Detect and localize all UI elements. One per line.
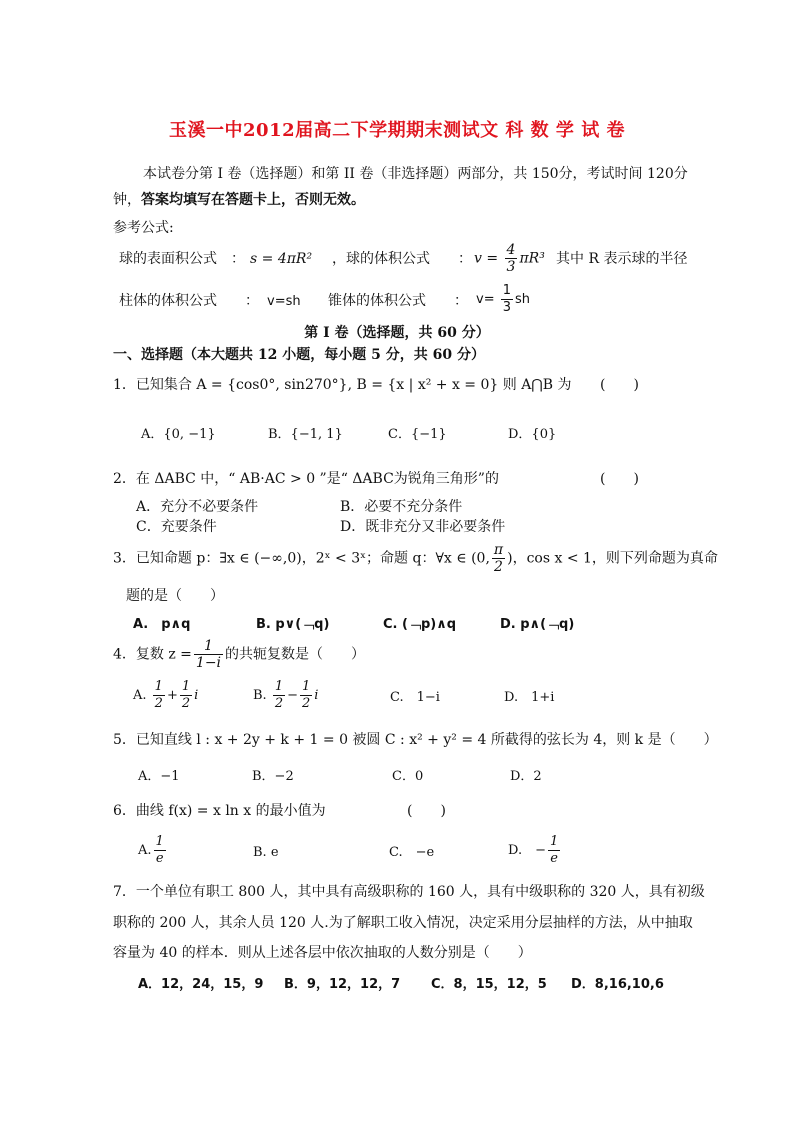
q2-option-d: D．既非充分又非必要条件 — [340, 519, 506, 535]
frac-den: 3 — [502, 300, 512, 315]
q1-option-a: A．{0, −1} — [141, 427, 216, 442]
q6-d-fraction — [548, 834, 560, 867]
q4-a-frac-1 — [153, 679, 165, 712]
q6-option-d — [508, 834, 562, 867]
frac-num: π — [493, 542, 504, 558]
frac-num: 1 — [302, 679, 311, 694]
q4-b-frac-1 — [273, 679, 285, 712]
q4-option-a-label: A. — [133, 688, 147, 703]
q7-option-d: D．8,16,10,6 — [571, 977, 664, 992]
cone-fraction — [501, 283, 513, 316]
cone-formula — [476, 283, 530, 316]
q6-a-fraction — [154, 834, 166, 867]
q5-option-b: B．−2 — [252, 769, 294, 784]
q3-stem — [113, 542, 718, 575]
frac-den: 2 — [494, 559, 503, 575]
intro-line-2 — [113, 190, 365, 210]
q7-option-c: C．8，15，12，5 — [431, 977, 547, 992]
formulas-header: 参考公式: — [113, 220, 174, 236]
frac-den: 2 — [154, 696, 163, 711]
prism-formula: v=sh — [267, 294, 301, 309]
q7-line-3: 容量为 40 的样本．则从上述各层中依次抽取的人数分别是（ ） — [113, 945, 532, 961]
intro-line-2-bold: 答案均填写在答题卡上，否则无效。 — [141, 192, 365, 208]
q4-stem-b: 的共轭复数是（ ） — [225, 646, 366, 663]
intro-line-2-normal: 钟， — [113, 192, 141, 208]
frac-num: 1 — [154, 679, 163, 694]
q3-option-c: C. (﹁p)∧q — [383, 617, 457, 632]
q4-a-op: + — [166, 688, 178, 703]
frac-num: 1 — [274, 679, 284, 694]
sphere-surface-label: 球的表面积公式 ： — [119, 251, 245, 267]
q4-option-d: D. 1+i — [504, 690, 555, 705]
section-title: 第 I 卷（选择题，共 60 分） — [304, 325, 490, 341]
q2-answer-paren: ( ) — [600, 471, 639, 487]
frac-num: 1 — [181, 679, 191, 694]
q4-b-op: − — [287, 688, 299, 703]
intro-line-1: 本试卷分第 I 卷（选择题）和第 II 卷（非选择题）两部分，共 150分，考试时间 120分 — [143, 166, 688, 182]
prism-label: 柱体的体积公式 ： — [119, 293, 259, 309]
frac-den: 2 — [274, 696, 284, 711]
q2-stem: 2．在 ΔABC 中，“ AB·AC > 0 ”是“ ΔABC为锐角三角形”的 — [113, 471, 499, 487]
frac-num: 1 — [155, 834, 164, 849]
q3-option-a: A. p∧q — [133, 617, 191, 632]
q4-a-i: i — [194, 688, 199, 703]
frac-num: 1 — [194, 638, 223, 655]
q7-option-a: A．12，24，15，9 — [138, 977, 264, 992]
q4-b-i: i — [314, 688, 319, 703]
sphere-volume-label: ，球的体积公式 ： — [332, 251, 472, 267]
q1-answer-paren: ( ) — [600, 377, 639, 393]
q3-fraction — [492, 542, 505, 575]
q3-stem-cont: 题的是（ ） — [126, 588, 224, 604]
frac-den: 3 — [506, 259, 516, 275]
q7-line-1: 7．一个单位有职工 800 人，其中具有高级职称的 160 人，具有中级职称的 320 人，具有初级 — [113, 884, 705, 900]
q3-option-d: D. p∧(﹁q) — [500, 617, 575, 632]
cone-label: 锥体的体积公式 ： — [328, 293, 468, 309]
q4-a-frac-2 — [180, 679, 192, 712]
page-title: 玉溪一中2012届高二下学期期末测试文 科 数 学 试 卷 — [169, 120, 625, 141]
q3-option-b: B. p∨(﹁q) — [256, 617, 330, 632]
q5-stem: 5．已知直线 l : x + 2y + k + 1 = 0 被圆 C : x² + y² = 4 所截得的弦长为 4，则 k 是（ ） — [113, 732, 718, 748]
cone-rhs: sh — [515, 292, 531, 307]
q2-option-c: C．充要条件 — [136, 519, 217, 535]
q7-line-2: 职称的 200 人，其余人员 120 人.为了解职工收入情况，决定采用分层抽样的方法，从中抽取 — [113, 915, 693, 931]
sphere-volume-fraction — [505, 242, 518, 275]
q3-stem-a: 3．已知命题 p：∃x ∈ (−∞,0)，2ˣ < 3ˣ；命题 q：∀x ∈ (0, — [113, 550, 490, 567]
q2-option-b: B．必要不充分条件 — [340, 499, 463, 515]
frac-den: 2 — [302, 696, 311, 711]
sphere-volume-formula — [474, 242, 545, 275]
sphere-surface-formula: s = 4πR² — [250, 251, 313, 267]
q7-option-b: B．9，12，12，7 — [284, 977, 401, 992]
q4-stem-a: 4．复数 z = — [113, 646, 192, 663]
q6-option-b: B. e — [253, 845, 279, 860]
sphere-volume-rhs: πR³ — [519, 250, 545, 267]
frac-num: 1 — [550, 834, 559, 849]
q4-fraction — [194, 638, 223, 671]
cone-lhs: v= — [476, 292, 495, 307]
q6-option-d-label: D. − — [508, 843, 546, 858]
q4-stem — [113, 638, 365, 671]
q4-option-b — [253, 679, 318, 712]
q6-option-a — [138, 834, 168, 867]
frac-num: 1 — [502, 283, 512, 298]
q4-b-frac-2 — [300, 679, 312, 712]
sphere-volume-lhs: v = — [474, 250, 499, 267]
q3-stem-b: )，cos x < 1，则下列命题为真命 — [507, 550, 718, 567]
q1-option-b: B．{−1, 1} — [268, 427, 343, 442]
q6-answer-paren: ( ) — [407, 803, 446, 819]
frac-num: 4 — [506, 242, 516, 258]
part-title: 一、选择题（本大题共 12 小题，每小题 5 分，共 60 分） — [113, 347, 485, 363]
q5-option-d: D．2 — [510, 769, 542, 784]
q4-option-c: C. 1−i — [390, 690, 440, 705]
frac-den: 2 — [181, 696, 191, 711]
q6-option-a-label: A. — [138, 843, 152, 858]
q5-option-a: A．−1 — [138, 769, 180, 784]
q5-option-c: C．0 — [392, 769, 424, 784]
q6-option-c: C. −e — [389, 845, 435, 860]
q1-stem: 1．已知集合 A = {cos0°, sin270°}, B = {x | x² + x = 0} 则 A⋂B 为 — [113, 377, 572, 393]
sphere-note: 其中 R 表示球的半径 — [556, 251, 688, 267]
q6-stem: 6．曲线 f(x) = x ln x 的最小值为 — [113, 803, 326, 819]
q1-option-d: D．{0} — [508, 427, 557, 442]
q1-option-c: C．{−1} — [388, 427, 447, 442]
q4-option-b-label: B. — [253, 688, 267, 703]
frac-den: e — [550, 851, 558, 866]
frac-den: 1−i — [195, 655, 222, 671]
q2-option-a: A．充分不必要条件 — [136, 499, 259, 515]
frac-den: e — [155, 851, 164, 866]
q4-option-a — [133, 679, 198, 712]
